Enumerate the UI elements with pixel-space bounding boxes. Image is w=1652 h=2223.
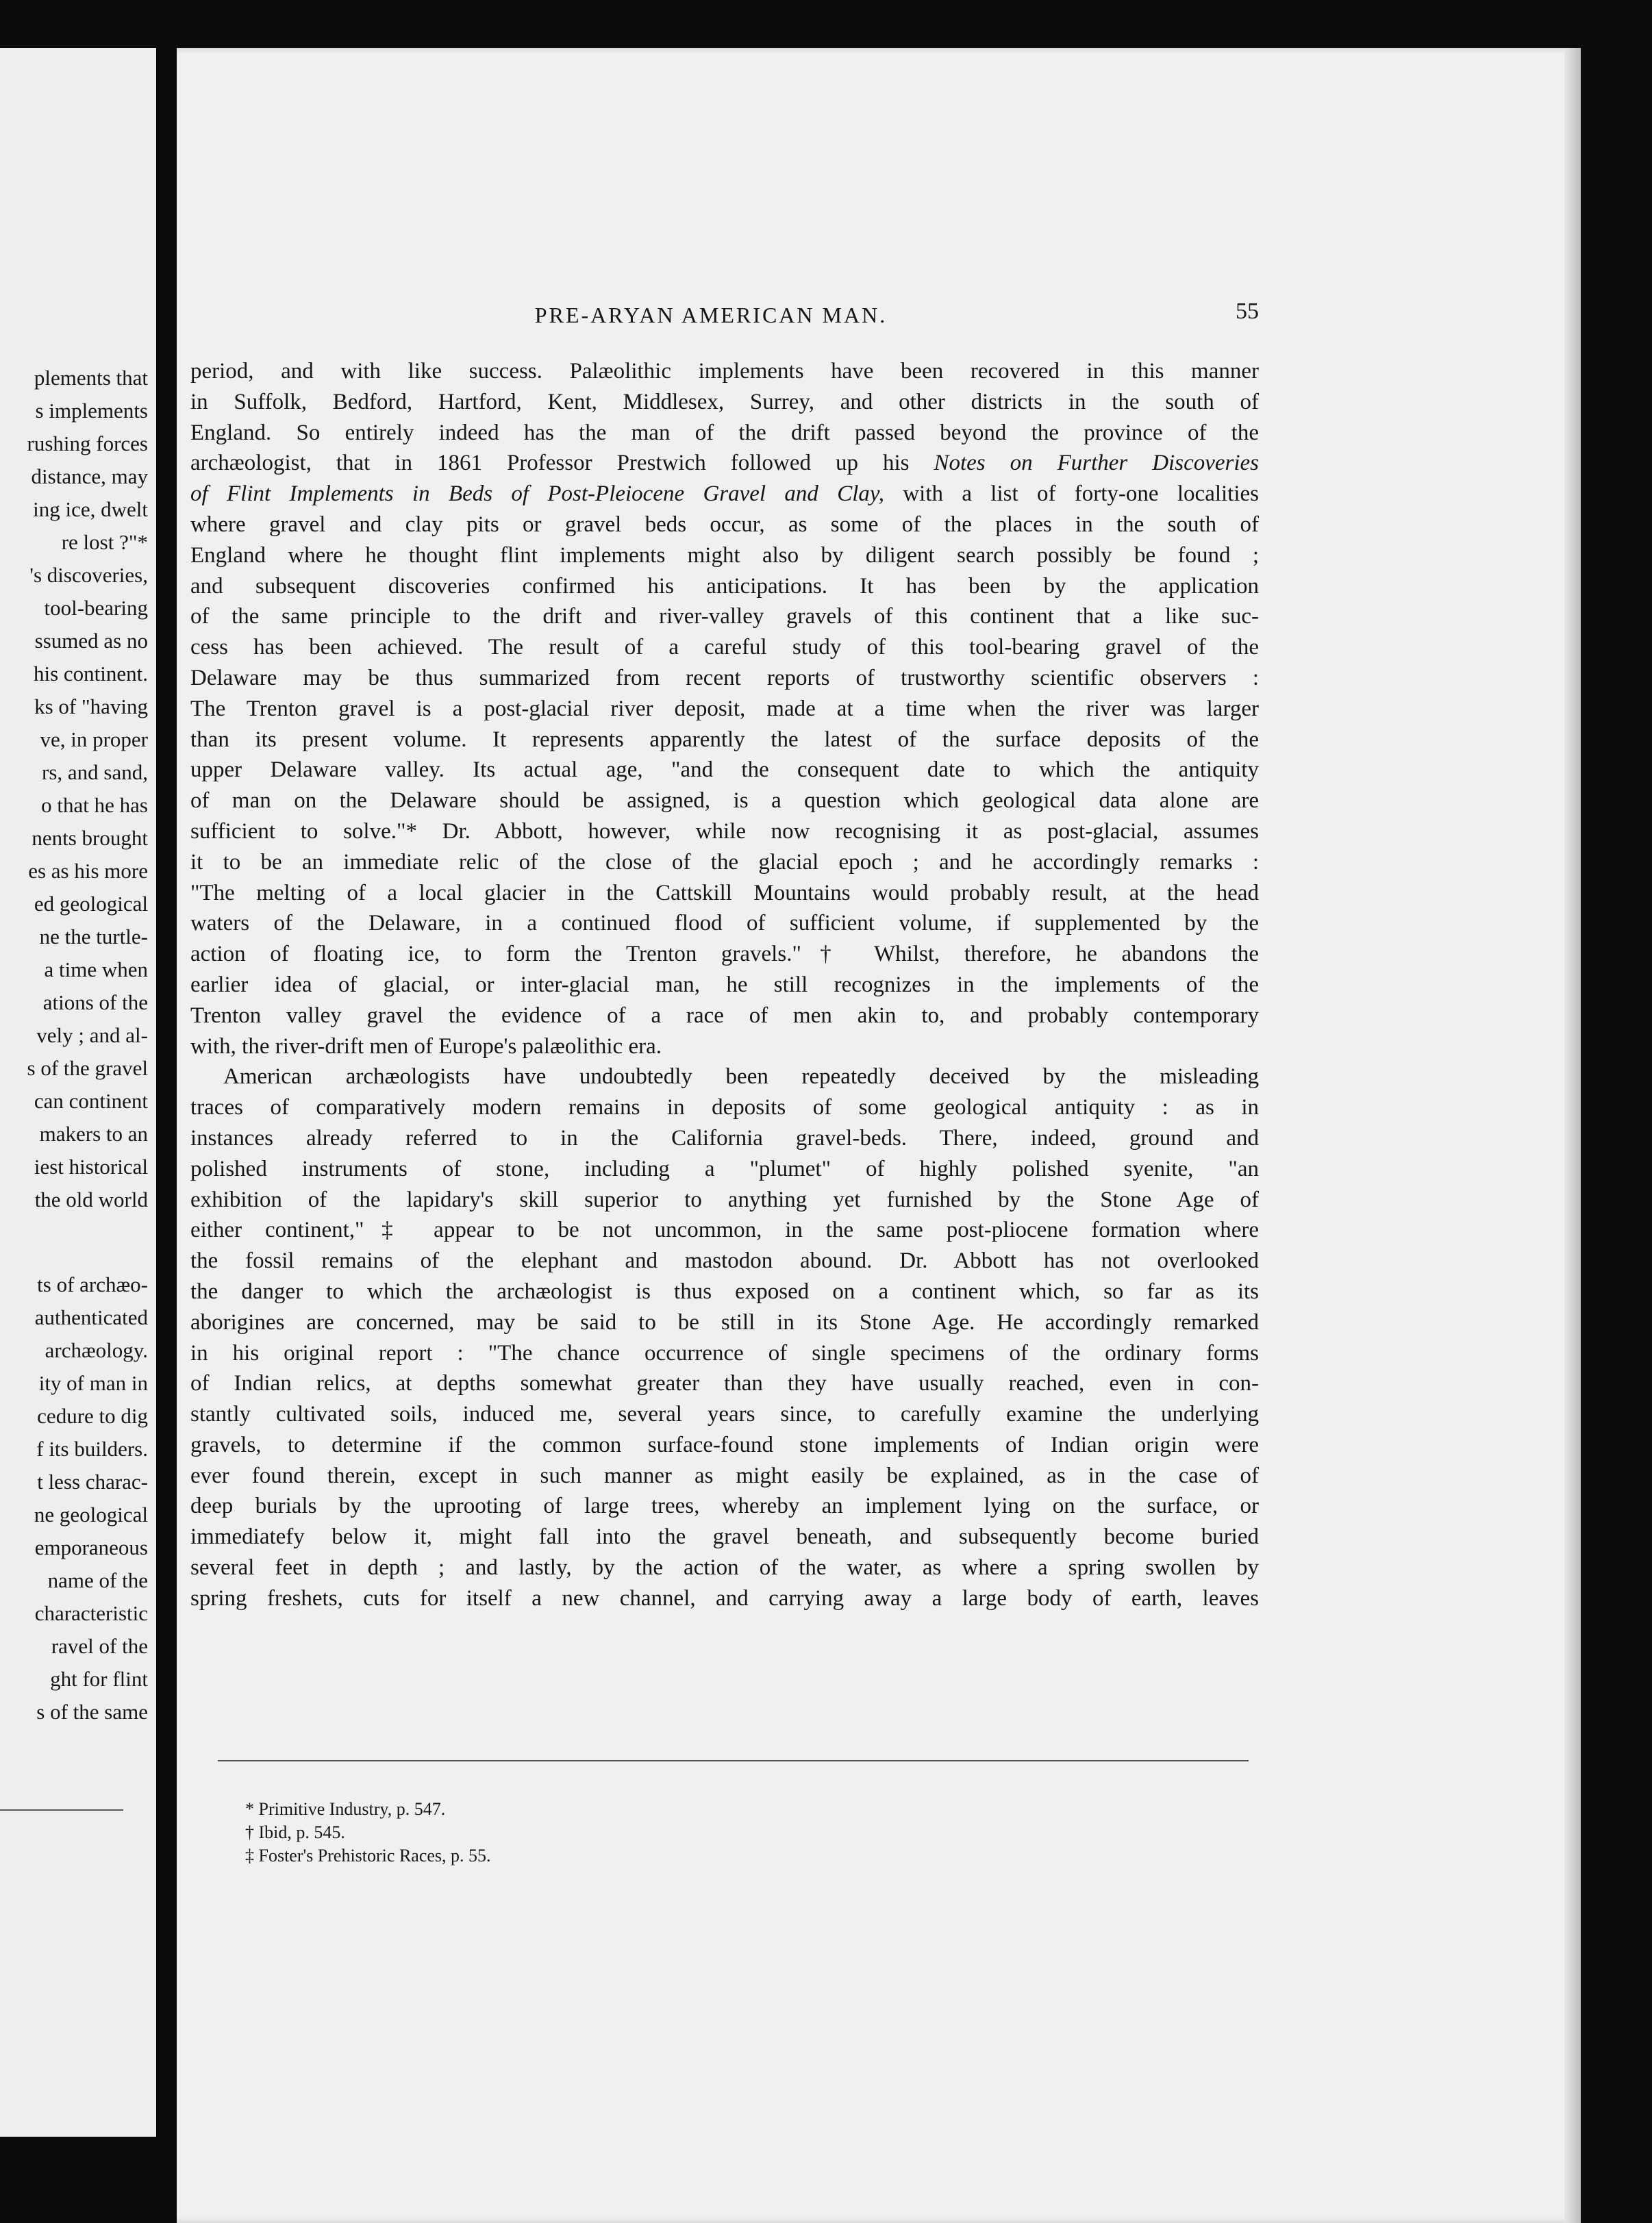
footnote-divider (0, 1809, 123, 1811)
text-line: rushing forces (27, 431, 148, 455)
text-line: ssumed as no (34, 629, 148, 653)
text-line: polished instruments of stone, including a "plumet" of highly polished syenite, "an (190, 1156, 1259, 1181)
text-line: nents brought (32, 826, 148, 850)
text-line: of the same principle to the drift and river-valley gravels of this continent that a like suc- (190, 604, 1259, 629)
text-line: ity of man in (38, 1371, 148, 1395)
previous-page-text (0, 362, 148, 1729)
text-line: "The melting of a local glacier in the Cattskill Mountains would probably result, at the head (190, 880, 1259, 905)
text-line: waters of the Delaware, in a continued flood of sufficient volume, if supplemented by the (190, 911, 1259, 936)
text-line: ing ice, dwelt (33, 497, 148, 521)
book-title: of Flint Implements in Beds of Post-Pleiocene Gravel and Clay, (190, 481, 884, 507)
text-line: can continent (34, 1089, 148, 1113)
text-line: ations of the (42, 990, 148, 1014)
text-line: re lost ?"* (61, 530, 148, 554)
text-line: the old world (34, 1188, 148, 1211)
text-line: deep burials by the uprooting of large trees, whereby an implement lying on the surface, or (190, 1494, 1259, 1519)
text-line: Delaware may be thus summarized from recent reports of trustworthy scientific observers : (190, 665, 1259, 690)
text-line: his continent. (33, 662, 148, 686)
text-line: stantly cultivated soils, induced me, several years since, to carefully examine the underlying (190, 1402, 1259, 1427)
text-line: plements that (34, 366, 148, 390)
current-page (177, 48, 1581, 2223)
text-line: ne geological (34, 1503, 148, 1527)
text-line (190, 479, 1259, 510)
text-line: s of the gravel (27, 1056, 148, 1080)
text-line: rs, and sand, (42, 760, 148, 784)
text-line: characteristic (34, 1601, 148, 1625)
text-line: cess has been achieved. The result of a careful study of this tool-bearing gravel of the (190, 635, 1259, 660)
text-line: ed geological (34, 892, 148, 916)
text-line: of man on the Delaware should be assigned, is a question which geological data alone are (190, 788, 1259, 814)
text-line: s implements (35, 399, 148, 423)
text-line: The Trenton gravel is a post-glacial river deposit, made at a time when the river was larger (190, 696, 1259, 721)
text-line (190, 448, 1259, 479)
text-line: in Suffolk, Bedford, Hartford, Kent, Middlesex, Surrey, and other districts in the south of (190, 389, 1259, 414)
text-line: England. So entirely indeed has the man of the drift passed beyond the province of the (190, 420, 1259, 445)
text-line: 's discoveries, (29, 563, 148, 587)
text-line: upper Delaware valley. Its actual age, "and the consequent date to which the antiquity (190, 757, 1259, 783)
text-line: instances already referred to in the California gravel-beds. There, indeed, ground and (190, 1125, 1259, 1151)
text-line: action of floating ice, to form the Trenton gravels."† Whilst, therefore, he abandons the (190, 942, 1259, 967)
text-line: es as his more (28, 859, 148, 883)
text-line: emporaneous (34, 1535, 148, 1559)
text-line: Trenton valley gravel the evidence of a race of men akin to, and probably contemporary (190, 1003, 1259, 1028)
text-line: either continent,"‡ appear to be not uncommon, in the same post-pliocene formation where (190, 1218, 1259, 1243)
paragraph-gap (0, 1216, 148, 1268)
text-line: of Indian relics, at depths somewhat greater than they have usually reached, even in con- (190, 1371, 1259, 1396)
text-line: American archæologists have undoubtedly been repeatedly deceived by the misleading (223, 1064, 1259, 1090)
previous-page (0, 48, 156, 2137)
text-line: England where he thought flint implements might also by diligent search possibly be found ; (190, 542, 1259, 568)
text-line: exhibition of the lapidary's skill superior to anything yet furnished by the Stone Age of (190, 1187, 1259, 1212)
text-line: archæology. (45, 1338, 148, 1362)
text-segment: with a list of forty-one localities (903, 481, 1260, 507)
text-line: ravel of the (51, 1634, 148, 1658)
text-line: several feet in depth ; and lastly, by the action of the water, as where a spring swollen by (190, 1555, 1259, 1581)
footnote: * Primitive Industry, p. 547. (245, 1799, 446, 1819)
text-line: ne the turtle- (39, 925, 148, 949)
text-line: cedure to dig (37, 1404, 148, 1428)
text-line: makers to an (39, 1122, 148, 1146)
text-line: earlier idea of glacial, or inter-glacial man, he still recognizes in the implements of the (190, 972, 1259, 997)
page-number: 55 (1236, 299, 1259, 324)
text-line: and subsequent discoveries confirmed his anticipations. It has been by the application (190, 573, 1259, 599)
text-line: with, the river-drift men of Europe's palæolithic era. (190, 1033, 662, 1059)
text-line: tool-bearing (44, 596, 148, 620)
text-line: sufficient to solve."* Dr. Abbott, however, while now recognising it as post-glacial, assumes (190, 818, 1259, 844)
text-line: distance, may (31, 464, 148, 488)
text-line: ght for flint (50, 1667, 148, 1691)
text-line: ever found therein, except in such manner as might easily be explained, as in the case of (190, 1463, 1259, 1488)
text-line: t less charac- (37, 1470, 148, 1494)
text-line: a time when (44, 957, 148, 981)
text-line: gravels, to determine if the common surface-found stone implements of Indian origin were (190, 1432, 1259, 1457)
text-line: s of the same (36, 1700, 148, 1724)
text-line: iest historical (34, 1155, 148, 1179)
footnote: † Ibid, p. 545. (245, 1822, 345, 1842)
text-line: it to be an immediate relic of the close of the glacial epoch ; and he accordingly remarks : (190, 849, 1259, 875)
text-segment: archæologist, that in 1861 Professor Prestwich followed up his (190, 451, 910, 476)
running-head: PRE-ARYAN AMERICAN MAN. (534, 303, 888, 327)
text-line: traces of comparatively modern remains in deposits of some geological antiquity : as in (190, 1095, 1259, 1120)
footnotes (245, 1798, 862, 1868)
footnote-divider (218, 1760, 1249, 1761)
book-title: Notes on Further Discoveries (934, 451, 1260, 476)
text-line: ks of "having (34, 694, 148, 718)
footnote: ‡ Foster's Prehistoric Races, p. 55. (245, 1846, 491, 1866)
text-line: ts of archæo- (37, 1272, 148, 1296)
text-line: the fossil remains of the elephant and mastodon abound. Dr. Abbott has not overlooked (190, 1248, 1259, 1274)
text-line: in his original report : "The chance occurrence of single specimens of the ordinary forms (190, 1340, 1259, 1366)
text-line: o that he has (41, 793, 148, 817)
text-line: authenticated (34, 1305, 148, 1329)
text-line: than its present volume. It represents apparently the latest of the surface deposits of the (190, 727, 1259, 752)
text-line: period, and with like success. Palæolithic implements have been recovered in this manner (190, 359, 1259, 384)
text-line: the danger to which the archæologist is thus exposed on a continent which, so far as its (190, 1279, 1259, 1304)
text-line: aborigines are concerned, may be said to be still in its Stone Age. He accordingly remarked (190, 1309, 1259, 1335)
text-line: spring freshets, cuts for itself a new channel, and carrying away a large body of earth, leaves (190, 1585, 1259, 1611)
page-edge (1564, 48, 1581, 2223)
text-line: ve, in proper (40, 727, 148, 751)
text-line: where gravel and clay pits or gravel beds occur, as some of the places in the south of (190, 512, 1259, 537)
text-line: name of the (47, 1568, 148, 1592)
text-line: vely ; and al- (36, 1023, 148, 1047)
body-text (190, 356, 1259, 1614)
text-line: immediatefy below it, might fall into the gravel beneath, and subsequently become buried (190, 1524, 1259, 1550)
text-line: f its builders. (36, 1437, 148, 1461)
